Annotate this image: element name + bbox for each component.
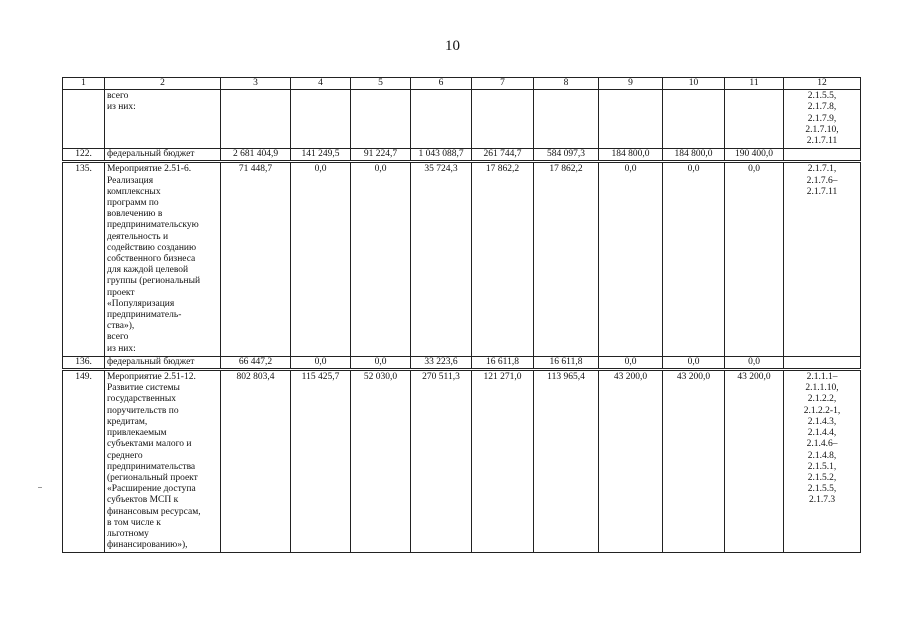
row-name-line: вовлечению в <box>107 209 163 220</box>
row-name-line: в том числе к <box>107 517 161 528</box>
row-number-cell: 136. <box>63 356 105 369</box>
row-name-line: «Расширение доступа <box>107 484 196 495</box>
column-header-1: 1 <box>63 78 105 90</box>
row-number-cell: 135. <box>63 162 105 356</box>
value-cell-col-7 <box>472 90 534 149</box>
value-cell-col-7: 261 744,7 <box>472 149 534 162</box>
table-body <box>63 90 861 553</box>
indicator-code: 2.1.2.2, <box>807 394 837 405</box>
indicator-code: 2.1.7.10, <box>805 124 839 135</box>
value-cell-col-8: 17 862,2 <box>534 162 599 356</box>
row-name-line: Развитие системы <box>107 383 180 394</box>
value-cell-col-10: 0,0 <box>663 162 725 356</box>
value-cell-col-6: 270 511,3 <box>411 370 472 553</box>
column-header-10: 10 <box>663 78 725 90</box>
value-cell-col-6: 33 223,6 <box>411 356 472 369</box>
indicator-codes-cell <box>784 356 861 369</box>
row-name-line: для каждой целевой <box>107 265 189 276</box>
row-name-line: комплексных <box>107 186 161 197</box>
column-header-4: 4 <box>291 78 351 90</box>
value-cell-col-3: 802 803,4 <box>221 370 291 553</box>
value-cell-col-8: 584 097,3 <box>534 149 599 162</box>
value-cell-col-6: 1 043 088,7 <box>411 149 472 162</box>
value-cell-col-8 <box>534 90 599 149</box>
indicator-code: 2.1.4.4, <box>807 428 837 439</box>
row-name-line: привлекаемым <box>107 428 167 439</box>
indicator-code: 2.1.5.5, <box>807 91 837 102</box>
indicator-code: 2.1.1.1– <box>806 372 838 383</box>
column-number-row <box>63 78 861 90</box>
row-name-line: проект <box>107 287 135 298</box>
row-name-line: среднего <box>107 450 143 461</box>
value-cell-col-5 <box>351 90 411 149</box>
indicator-codes-cell <box>784 162 861 356</box>
row-name-line: из них: <box>107 102 136 113</box>
row-number-cell <box>63 90 105 149</box>
row-number-cell: 149. <box>63 370 105 553</box>
value-cell-col-7: 17 862,2 <box>472 162 534 356</box>
row-name-line: предпринимательскую <box>107 220 199 231</box>
row-name-line: поручительств по <box>107 405 179 416</box>
indicator-code: 2.1.7.9, <box>807 113 837 124</box>
table-row <box>63 90 861 149</box>
value-cell-col-6 <box>411 90 472 149</box>
column-header-5: 5 <box>351 78 411 90</box>
scan-mark <box>38 487 42 488</box>
row-name-line: федеральный бюджет <box>107 149 195 160</box>
value-cell-col-9: 184 800,0 <box>599 149 663 162</box>
value-cell-col-5: 0,0 <box>351 356 411 369</box>
indicator-code: 2.1.7.11 <box>806 186 838 197</box>
row-name-line: всего <box>107 332 129 343</box>
value-cell-col-5: 91 224,7 <box>351 149 411 162</box>
value-cell-col-10: 0,0 <box>663 356 725 369</box>
row-name-line: государственных <box>107 394 177 405</box>
indicator-codes-cell <box>784 149 861 162</box>
value-cell-col-5: 52 030,0 <box>351 370 411 553</box>
indicator-code: 2.1.2.2-1, <box>803 405 841 416</box>
indicator-code: 2.1.4.8, <box>807 450 837 461</box>
row-name-line: ства»), <box>107 321 135 332</box>
budget-table <box>62 77 861 553</box>
value-cell-col-7: 121 271,0 <box>472 370 534 553</box>
row-name-line: программ по <box>107 198 159 209</box>
column-header-8: 8 <box>534 78 599 90</box>
indicator-code: 2.1.7.1, <box>807 164 837 175</box>
value-cell-col-10: 43 200,0 <box>663 370 725 553</box>
row-name-line: субъектами малого и <box>107 439 192 450</box>
value-cell-col-6: 35 724,3 <box>411 162 472 356</box>
value-cell-col-5: 0,0 <box>351 162 411 356</box>
row-name-line: группы (региональный <box>107 276 201 287</box>
indicator-code: 2.1.7.3 <box>808 495 836 506</box>
value-cell-col-3: 66 447,2 <box>221 356 291 369</box>
row-name-line: собственного бизнеса <box>107 254 196 265</box>
value-cell-col-3: 71 448,7 <box>221 162 291 356</box>
value-cell-col-11: 0,0 <box>725 162 784 356</box>
indicator-code: 2.1.7.6– <box>806 175 838 186</box>
row-name-line: Мероприятие 2.51-12. <box>107 372 196 383</box>
row-name-line: финансированию»), <box>107 540 188 551</box>
table-row <box>63 162 861 356</box>
row-name-line: субъектов МСП к <box>107 495 179 506</box>
value-cell-col-7: 16 611,8 <box>472 356 534 369</box>
column-header-9: 9 <box>599 78 663 90</box>
row-name-cell <box>105 356 221 369</box>
column-header-2: 2 <box>105 78 221 90</box>
value-cell-col-9 <box>599 90 663 149</box>
value-cell-col-9: 43 200,0 <box>599 370 663 553</box>
value-cell-col-9: 0,0 <box>599 356 663 369</box>
row-name-line: финансовым ресурсам, <box>107 506 201 517</box>
value-cell-col-11: 43 200,0 <box>725 370 784 553</box>
row-number-cell: 122. <box>63 149 105 162</box>
row-name-line: всего <box>107 91 129 102</box>
value-cell-col-10: 184 800,0 <box>663 149 725 162</box>
row-name-line: деятельность и <box>107 231 169 242</box>
table-row <box>63 356 861 369</box>
value-cell-col-4: 115 425,7 <box>291 370 351 553</box>
value-cell-col-11 <box>725 90 784 149</box>
value-cell-col-3: 2 681 404,9 <box>221 149 291 162</box>
indicator-code: 2.1.7.8, <box>807 102 837 113</box>
value-cell-col-11: 190 400,0 <box>725 149 784 162</box>
page-number: 10 <box>445 38 460 54</box>
row-name-line: Реализация <box>107 175 154 186</box>
column-header-11: 11 <box>725 78 784 90</box>
value-cell-col-4: 0,0 <box>291 162 351 356</box>
indicator-codes-cell <box>784 370 861 553</box>
row-name-line: предпринимательства <box>107 461 196 472</box>
row-name-line: из них: <box>107 343 136 354</box>
value-cell-col-8: 16 611,8 <box>534 356 599 369</box>
row-name-line: льготному <box>107 528 149 539</box>
indicator-code: 2.1.4.3, <box>807 416 837 427</box>
value-cell-col-4 <box>291 90 351 149</box>
column-header-7: 7 <box>472 78 534 90</box>
row-name-cell <box>105 149 221 162</box>
value-cell-col-11: 0,0 <box>725 356 784 369</box>
value-cell-col-4: 0,0 <box>291 356 351 369</box>
column-header-3: 3 <box>221 78 291 90</box>
indicator-code: 2.1.5.2, <box>807 472 837 483</box>
row-name-cell <box>105 370 221 553</box>
value-cell-col-10 <box>663 90 725 149</box>
column-header-6: 6 <box>411 78 472 90</box>
row-name-line: предприниматель- <box>107 310 182 321</box>
row-name-line: федеральный бюджет <box>107 356 195 367</box>
indicator-code: 2.1.5.1, <box>807 461 837 472</box>
row-name-cell <box>105 162 221 356</box>
value-cell-col-8: 113 965,4 <box>534 370 599 553</box>
column-header-12: 12 <box>784 78 861 90</box>
indicator-code: 2.1.1.10, <box>805 383 839 394</box>
row-name-cell <box>105 90 221 149</box>
row-name-line: содействию созданию <box>107 242 197 253</box>
value-cell-col-3 <box>221 90 291 149</box>
row-name-line: «Популяризация <box>107 298 175 309</box>
value-cell-col-4: 141 249,5 <box>291 149 351 162</box>
indicator-codes-cell <box>784 90 861 149</box>
indicator-code: 2.1.7.11 <box>806 136 838 147</box>
value-cell-col-9: 0,0 <box>599 162 663 356</box>
indicator-code: 2.1.5.5, <box>807 484 837 495</box>
table-row <box>63 149 861 162</box>
row-name-line: (региональный проект <box>107 472 198 483</box>
indicator-code: 2.1.4.6– <box>806 439 838 450</box>
row-name-line: Мероприятие 2.51-6. <box>107 164 192 175</box>
row-name-line: кредитам, <box>107 416 148 427</box>
table-row <box>63 370 861 553</box>
